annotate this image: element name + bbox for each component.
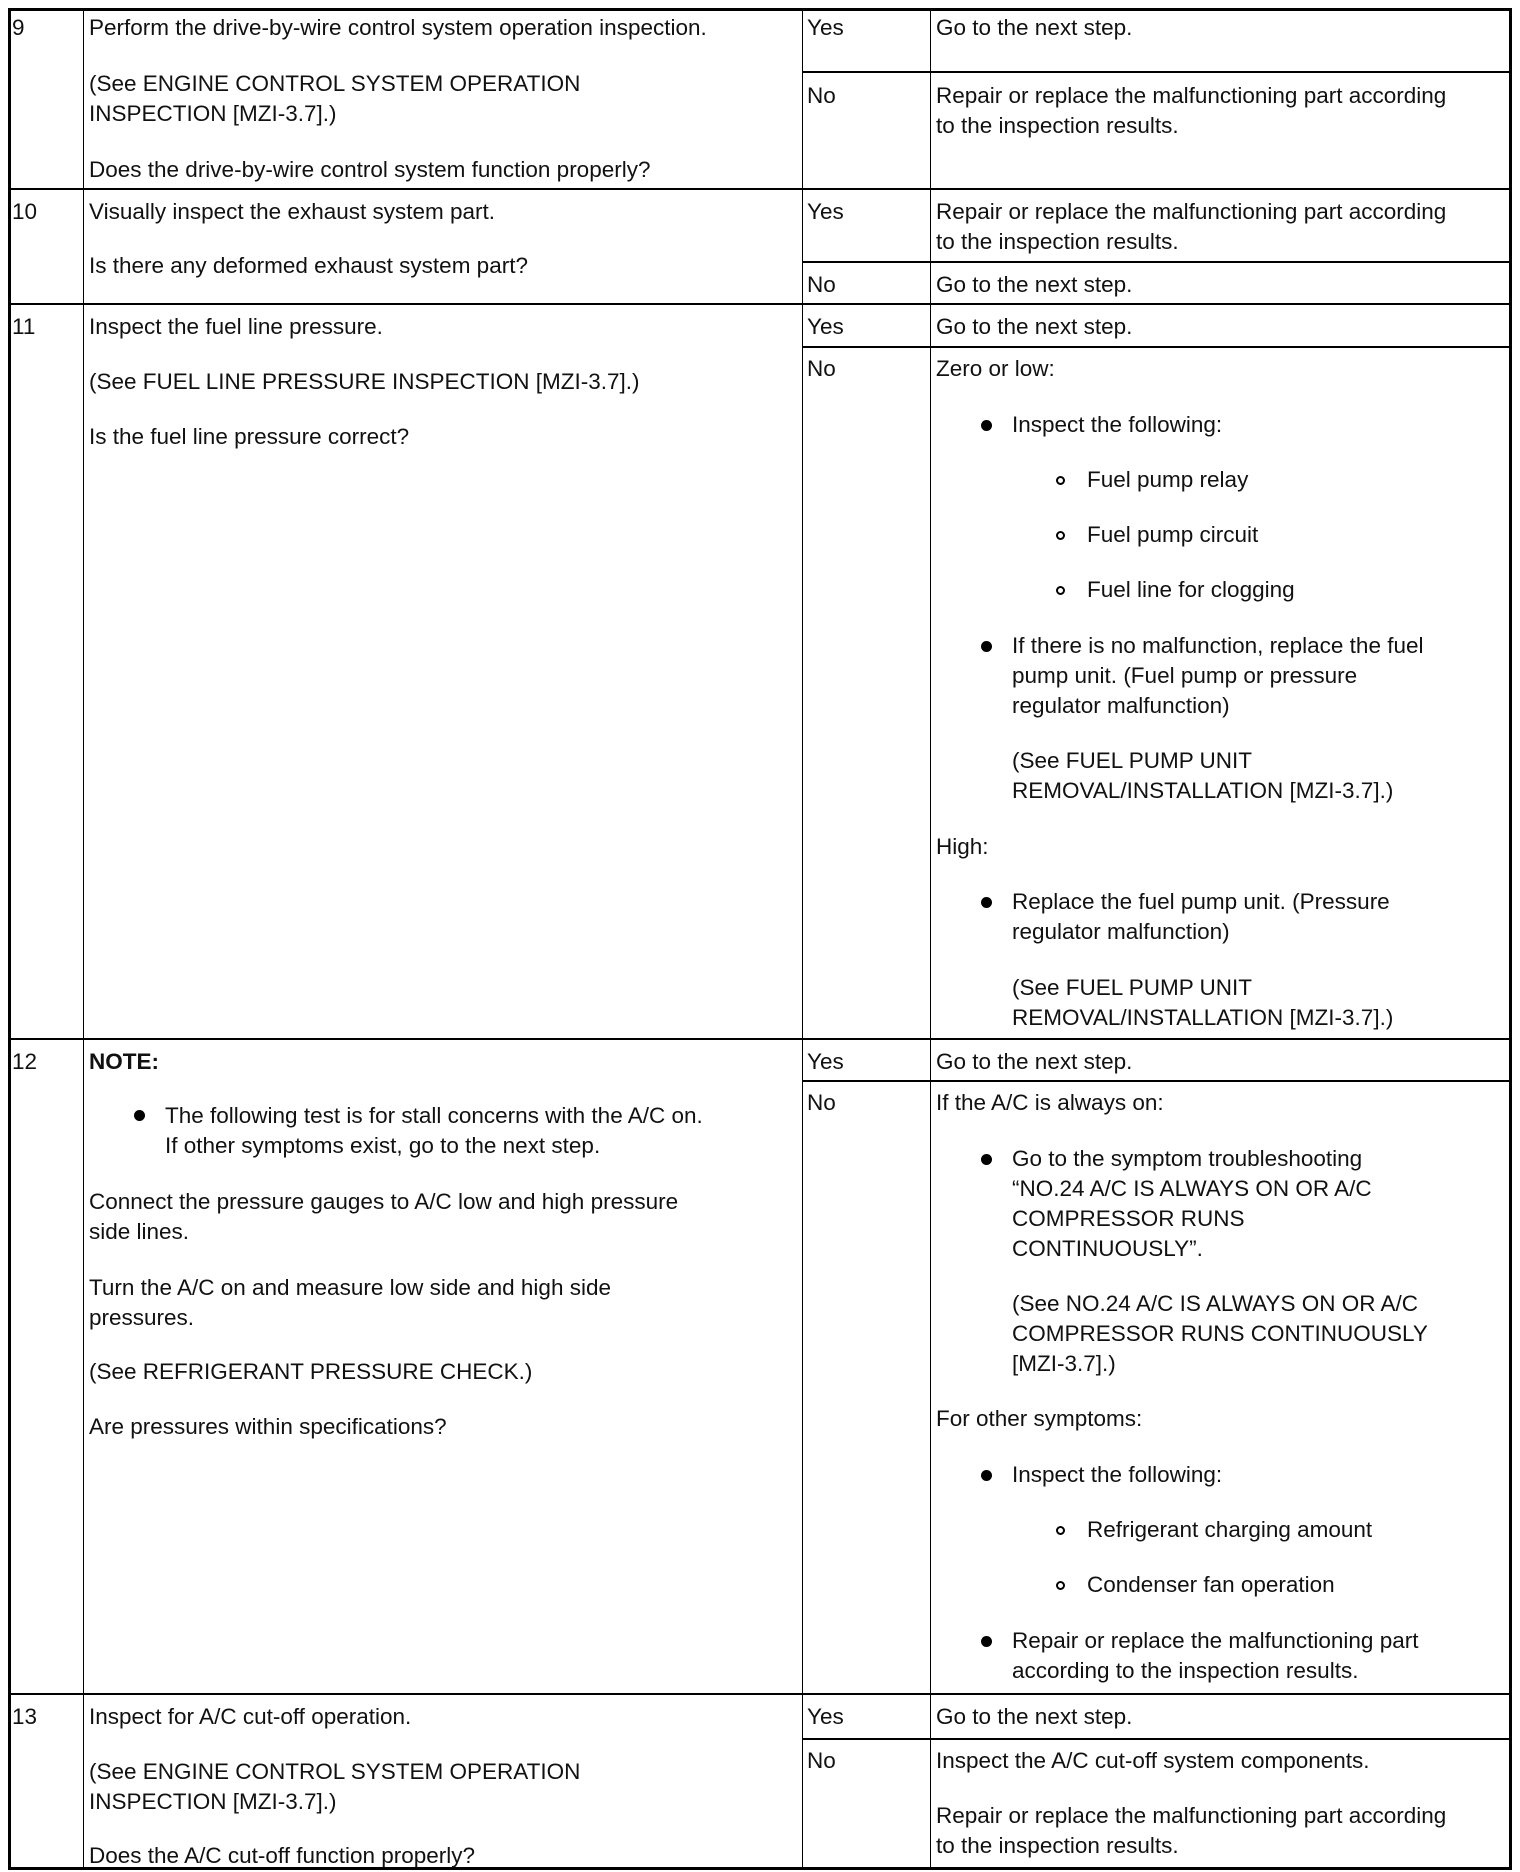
no-result-reference: (See FUEL PUMP UNIT bbox=[1012, 748, 1253, 773]
no-result-item: regulator malfunction) bbox=[1012, 919, 1230, 944]
no-result-item: “NO.24 A/C IS ALWAYS ON OR A/C bbox=[1012, 1176, 1372, 1201]
yes-label: Yes bbox=[807, 314, 844, 339]
no-result-subitem: Fuel pump circuit bbox=[1087, 522, 1259, 547]
yes-no-divider bbox=[802, 71, 1512, 73]
action-question: Is there any deformed exhaust system part? bbox=[89, 253, 528, 278]
no-result-item: Inspect the following: bbox=[1012, 412, 1223, 437]
bullet-icon bbox=[981, 641, 992, 652]
no-result: Repair or replace the malfunctioning part according bbox=[936, 1803, 1447, 1828]
no-result: to the inspection results. bbox=[936, 1833, 1179, 1858]
yes-result: to the inspection results. bbox=[936, 229, 1179, 254]
no-label: No bbox=[807, 356, 836, 381]
action-text: Visually inspect the exhaust system part. bbox=[89, 199, 496, 224]
action-question: Is the fuel line pressure correct? bbox=[89, 424, 410, 449]
yes-result: Go to the next step. bbox=[936, 15, 1133, 40]
no-result-reference: REMOVAL/INSTALLATION [MZI-3.7].) bbox=[1012, 1005, 1394, 1030]
yes-no-divider bbox=[802, 346, 1512, 348]
action-text: side lines. bbox=[89, 1219, 190, 1244]
no-result-item: according to the inspection results. bbox=[1012, 1658, 1359, 1683]
bullet-icon bbox=[981, 420, 992, 431]
no-result-heading: Zero or low: bbox=[936, 356, 1055, 381]
circle-bullet-icon bbox=[1056, 1581, 1065, 1590]
no-result-reference: REMOVAL/INSTALLATION [MZI-3.7].) bbox=[1012, 778, 1394, 803]
action-text: pressures. bbox=[89, 1305, 195, 1330]
bullet-icon bbox=[981, 1154, 992, 1165]
yes-label: Yes bbox=[807, 15, 844, 40]
no-result-item: Inspect the following: bbox=[1012, 1462, 1223, 1487]
column-divider bbox=[930, 8, 931, 1870]
yes-no-divider bbox=[802, 261, 1512, 263]
yes-no-divider bbox=[802, 1738, 1512, 1740]
no-label: No bbox=[807, 1748, 836, 1773]
no-result-reference: COMPRESSOR RUNS CONTINUOUSLY bbox=[1012, 1321, 1428, 1346]
no-result-subitem: Fuel line for clogging bbox=[1087, 577, 1295, 602]
step-number: 12 bbox=[12, 1049, 38, 1074]
no-result-item: Go to the symptom troubleshooting bbox=[1012, 1146, 1363, 1171]
row-divider bbox=[8, 188, 1512, 190]
yes-no-divider bbox=[802, 1080, 1512, 1082]
no-result: to the inspection results. bbox=[936, 113, 1179, 138]
action-text: INSPECTION [MZI-3.7].) bbox=[89, 1789, 337, 1814]
no-result-item: Repair or replace the malfunctioning part bbox=[1012, 1628, 1419, 1653]
step-number: 13 bbox=[12, 1704, 38, 1729]
action-text: Perform the drive-by-wire control system operation inspection. bbox=[89, 15, 707, 40]
no-result-reference: [MZI-3.7].) bbox=[1012, 1351, 1116, 1376]
row-divider bbox=[8, 1693, 1512, 1695]
yes-label: Yes bbox=[807, 199, 844, 224]
yes-result: Go to the next step. bbox=[936, 314, 1133, 339]
note-item: If other symptoms exist, go to the next step. bbox=[165, 1133, 601, 1158]
yes-label: Yes bbox=[807, 1704, 844, 1729]
circle-bullet-icon bbox=[1056, 586, 1065, 595]
no-result-heading: If the A/C is always on: bbox=[936, 1090, 1164, 1115]
action-text: Inspect the fuel line pressure. bbox=[89, 314, 383, 339]
bullet-icon bbox=[134, 1110, 145, 1121]
no-result-subitem: Fuel pump relay bbox=[1087, 467, 1249, 492]
no-result-item: If there is no malfunction, replace the fuel bbox=[1012, 633, 1424, 658]
yes-label: Yes bbox=[807, 1049, 844, 1074]
bullet-icon bbox=[981, 1470, 992, 1481]
circle-bullet-icon bbox=[1056, 1526, 1065, 1535]
action-question: Does the A/C cut-off function properly? bbox=[89, 1843, 476, 1868]
note-heading: NOTE: bbox=[89, 1049, 159, 1074]
no-label: No bbox=[807, 272, 836, 297]
action-text: (See FUEL LINE PRESSURE INSPECTION [MZI-3.7].) bbox=[89, 369, 640, 394]
yes-result: Go to the next step. bbox=[936, 1049, 1133, 1074]
yes-result: Repair or replace the malfunctioning part according bbox=[936, 199, 1447, 224]
no-result-subitem: Condenser fan operation bbox=[1087, 1572, 1335, 1597]
circle-bullet-icon bbox=[1056, 476, 1065, 485]
no-result-item: Replace the fuel pump unit. (Pressure bbox=[1012, 889, 1390, 914]
note-item: The following test is for stall concerns with the A/C on. bbox=[165, 1103, 703, 1128]
step-number: 10 bbox=[12, 199, 38, 224]
no-result-item: COMPRESSOR RUNS bbox=[1012, 1206, 1245, 1231]
circle-bullet-icon bbox=[1056, 531, 1065, 540]
action-text: INSPECTION [MZI-3.7].) bbox=[89, 101, 337, 126]
no-result-item: regulator malfunction) bbox=[1012, 693, 1230, 718]
column-divider bbox=[802, 8, 803, 1870]
no-result-item: pump unit. (Fuel pump or pressure bbox=[1012, 663, 1358, 688]
no-result: Repair or replace the malfunctioning part according bbox=[936, 83, 1447, 108]
action-question: Are pressures within specifications? bbox=[89, 1414, 447, 1439]
no-result-heading: High: bbox=[936, 834, 989, 859]
no-result: Go to the next step. bbox=[936, 272, 1133, 297]
action-text: (See ENGINE CONTROL SYSTEM OPERATION bbox=[89, 71, 581, 96]
action-text: (See ENGINE CONTROL SYSTEM OPERATION bbox=[89, 1759, 581, 1784]
bullet-icon bbox=[981, 1636, 992, 1647]
row-divider bbox=[8, 1038, 1512, 1040]
no-result-subitem: Refrigerant charging amount bbox=[1087, 1517, 1373, 1542]
step-number: 9 bbox=[12, 15, 25, 40]
yes-result: Go to the next step. bbox=[936, 1704, 1133, 1729]
no-result: Inspect the A/C cut-off system components. bbox=[936, 1748, 1370, 1773]
bullet-icon bbox=[981, 897, 992, 908]
action-text: (See REFRIGERANT PRESSURE CHECK.) bbox=[89, 1359, 533, 1384]
row-divider bbox=[8, 303, 1512, 305]
no-label: No bbox=[807, 1090, 836, 1115]
no-label: No bbox=[807, 83, 836, 108]
step-number: 11 bbox=[12, 314, 36, 339]
action-question: Does the drive-by-wire control system function properly? bbox=[89, 157, 651, 182]
no-result-reference: (See FUEL PUMP UNIT bbox=[1012, 975, 1253, 1000]
no-result-item: CONTINUOUSLY”. bbox=[1012, 1236, 1203, 1261]
no-result-reference: (See NO.24 A/C IS ALWAYS ON OR A/C bbox=[1012, 1291, 1418, 1316]
action-text: Connect the pressure gauges to A/C low and high pressure bbox=[89, 1189, 679, 1214]
no-result-heading: For other symptoms: bbox=[936, 1406, 1143, 1431]
action-text: Inspect for A/C cut-off operation. bbox=[89, 1704, 412, 1729]
action-text: Turn the A/C on and measure low side and high side bbox=[89, 1275, 611, 1300]
column-divider bbox=[83, 8, 84, 1870]
